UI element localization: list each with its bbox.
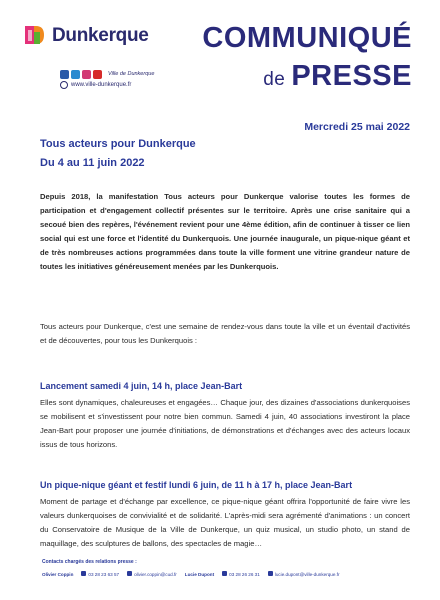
event-dates: Du 4 au 11 juin 2022 bbox=[40, 157, 145, 169]
section-title-picnic: Un pique-nique géant et festif lundi 6 juin, de 11 h à 17 h, place Jean-Bart bbox=[40, 480, 353, 490]
title-presse bbox=[263, 60, 412, 93]
website-link[interactable]: www.ville-dunkerque.fr bbox=[71, 82, 132, 88]
contacts-heading: Contacts chargés des relations presse : bbox=[42, 559, 137, 565]
instagram-icon[interactable] bbox=[82, 70, 91, 79]
mail-icon bbox=[268, 571, 273, 576]
title-de: de bbox=[263, 69, 286, 90]
section-title-launch: Lancement samedi 4 juin, 14 h, place Jean-Bart bbox=[40, 381, 243, 391]
summary-paragraph: Tous acteurs pour Dunkerque, c'est une semaine de rendez-vous dans toute la ville et un éventail d'activités et de découvertes, pour tous les Dunkerquois : bbox=[40, 322, 410, 345]
section-body-picnic: Moment de partage et d'échange par excellence, ce pique-nique géant offrira l'opportunité de faire vivre les valeurs dunkerquoises de convivialité et de solidarité. L'après-midi sera agrémenté d'animations : un concert du Conservatoire de Musique de la Ville de Dunkerque, un quiz musical, un studio photo, un stand de maquillage, des sculptures de ballons, des spectacles de magie… bbox=[40, 497, 410, 548]
contacts-row bbox=[42, 571, 339, 577]
logo-text: Dunkerque bbox=[52, 25, 149, 46]
contact-email[interactable]: olivier.coppin@cud.fr bbox=[127, 571, 177, 577]
mail-icon bbox=[127, 571, 132, 576]
event-title: Tous acteurs pour Dunkerque bbox=[40, 138, 196, 150]
section-body-launch: Elles sont dynamiques, chaleureuses et engagées… Chaque jour, des dizaines d'associations dunkerquoises se mobilisent et s'investissent pour notre bien commun. Samedi 4 juin, 40 associations investiront la place Jean-Bart pour proposer une journée d'initiations, de démonstrations et d'échanges avec des acteurs locaux issus de tous horizons. bbox=[40, 398, 410, 449]
youtube-icon[interactable] bbox=[93, 70, 102, 79]
social-handle: Ville de Dunkerque bbox=[108, 71, 155, 77]
phone-icon bbox=[222, 571, 227, 576]
contact-phone: 03 28 26 26 31 bbox=[222, 571, 260, 577]
title-presse-word: PRESSE bbox=[291, 60, 412, 92]
phone-icon bbox=[81, 571, 86, 576]
title-communique: COMMUNIQUÉ bbox=[202, 22, 412, 54]
contact-phone: 03 28 23 63 57 bbox=[81, 571, 119, 577]
intro-paragraph: Depuis 2018, la manifestation Tous acteurs pour Dunkerque valorise toutes les formes de participation et d'engagement collectif présentes sur le territoire. Après une crise sanitaire qui a secoué bien des repères, l'événement revient pour une 4ème édition, afin de continuer à tisser ce lien social qui est une force et l'identité du Dunkerquois. Une journée inaugurale, un pique-nique géant et de très nombreuses actions programmées dans toute la ville forment une vitrine grandeur nature de toutes les initiatives généreusement menées par les Dunkerquois. bbox=[40, 192, 410, 271]
release-date: Mercredi 25 mai 2022 bbox=[304, 121, 410, 133]
dunkerque-logo bbox=[22, 20, 149, 50]
globe-icon bbox=[60, 81, 68, 89]
facebook-icon[interactable] bbox=[60, 70, 69, 79]
twitter-icon[interactable] bbox=[71, 70, 80, 79]
contact-name: Olivier Coppin bbox=[42, 571, 74, 577]
contact-email[interactable]: lucie.dupont@ville-dunkerque.fr bbox=[268, 571, 340, 577]
contact-name: Lucie Dupont bbox=[184, 571, 215, 577]
website-line bbox=[60, 81, 131, 89]
logo-mark-icon bbox=[22, 22, 52, 48]
social-links bbox=[60, 69, 154, 79]
